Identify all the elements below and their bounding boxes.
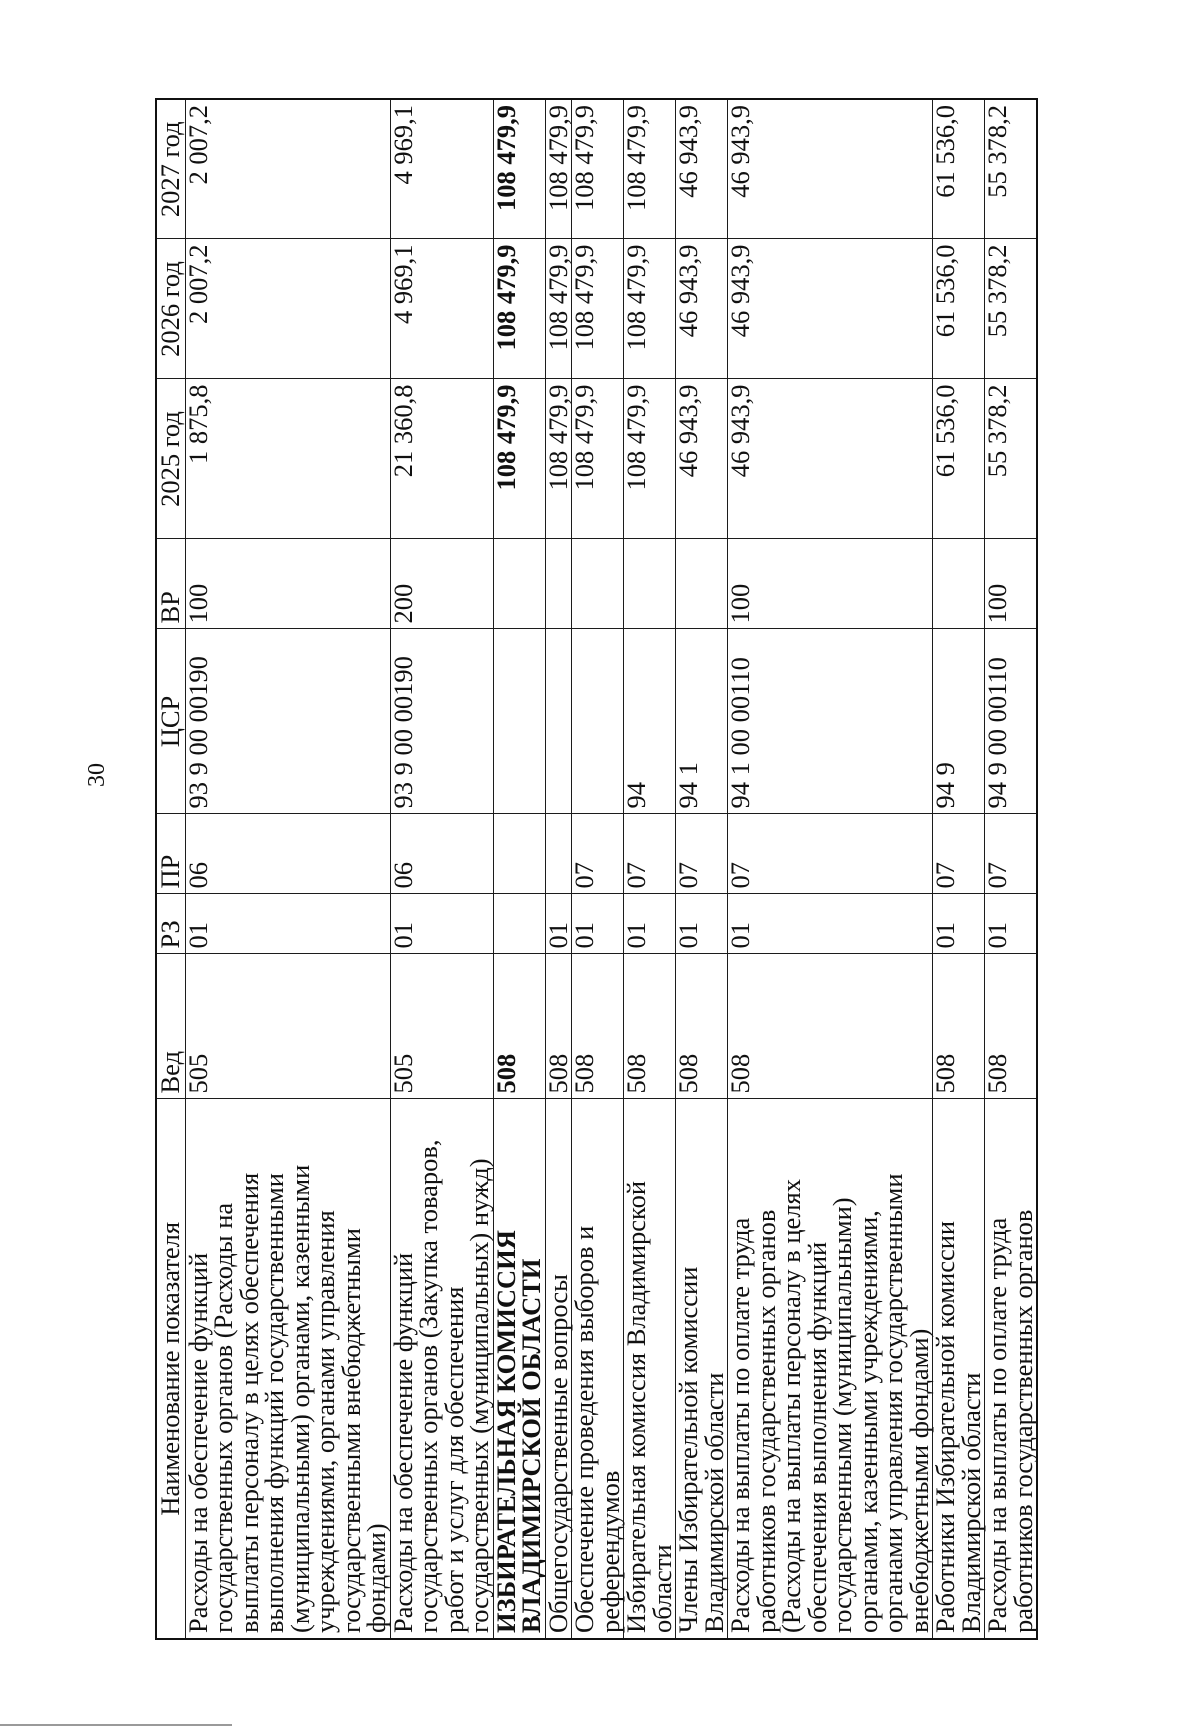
page-number: 30 [84,763,110,787]
cell-vr [624,539,676,629]
cell-2025: 108 479,9 [545,379,572,539]
cell-ved: 508 [545,954,572,1099]
cell-2027: 108 479,9 [545,99,572,239]
cell-vr [493,539,545,629]
cell-vr [933,539,985,629]
table-row [185,99,390,1639]
cell-2026: 2 007,2 [185,239,390,379]
cell-2026: 55 378,2 [985,239,1038,379]
cell-pr: 07 [728,814,933,894]
cell-csr: 94 9 00 00110 [985,629,1038,814]
cell-ved: 508 [624,954,676,1099]
cell-name: Расходы на обеспечение функций государственных органов (Закупка товаров, работ и услуг для обеспечения государственных (муниципальных) нужд) [390,1099,493,1639]
cell-rz: 01 [676,894,728,954]
header-rz: РЗ [156,894,185,954]
cell-2025: 108 479,9 [624,379,676,539]
header-csr: ЦСР [156,629,185,814]
cell-rz: 01 [572,894,624,954]
cell-name: Расходы на обеспечение функций государственных органов (Расходы на выплаты персоналу в целях обеспечения выполнения функций государственными (муниципальными) органами, казенными учреждениями, органами управления государственными внебюджетными фондами) [185,1099,390,1639]
cell-pr [545,814,572,894]
cell-rz [493,894,545,954]
cell-name: ИЗБИРАТЕЛЬНАЯ КОМИССИЯ ВЛАДИМИРСКОЙ ОБЛАСТИ [493,1099,545,1639]
cell-vr: 200 [390,539,493,629]
cell-vr: 100 [985,539,1038,629]
cell-2025: 1 875,8 [185,379,390,539]
cell-2026: 46 943,9 [728,239,933,379]
cell-name: Обеспечение проведения выборов и референдумов [572,1099,624,1639]
cell-name: Общегосударственные вопросы [545,1099,572,1639]
cell-csr: 93 9 00 00190 [185,629,390,814]
cell-2025: 61 536,0 [933,379,985,539]
budget-table [155,98,1038,1640]
cell-pr: 07 [985,814,1038,894]
cell-vr [572,539,624,629]
cell-2025: 46 943,9 [676,379,728,539]
table-row [985,99,1038,1639]
cell-2027: 108 479,9 [624,99,676,239]
cell-ved: 508 [493,954,545,1099]
cell-2027: 61 536,0 [933,99,985,239]
cell-csr [545,629,572,814]
cell-csr [493,629,545,814]
cell-ved: 508 [676,954,728,1099]
table-row [624,99,676,1639]
cell-csr [572,629,624,814]
cell-rz: 01 [933,894,985,954]
cell-csr: 94 [624,629,676,814]
cell-2027: 46 943,9 [728,99,933,239]
table-row [728,99,933,1639]
cell-2027: 108 479,9 [493,99,545,239]
cell-rz: 01 [185,894,390,954]
table-row [390,99,493,1639]
cell-ved: 505 [185,954,390,1099]
cell-vr: 100 [185,539,390,629]
table-row [493,99,545,1639]
cell-2026: 4 969,1 [390,239,493,379]
cell-2026: 46 943,9 [676,239,728,379]
cell-rz: 01 [985,894,1038,954]
header-2026: 2026 год [156,239,185,379]
cell-name: Расходы на выплаты по оплате труда работников государственных органов [985,1099,1038,1639]
cell-2025: 108 479,9 [572,379,624,539]
rotated-table-container [155,100,1038,1640]
cell-csr: 94 1 [676,629,728,814]
cell-pr [493,814,545,894]
cell-rz: 01 [390,894,493,954]
cell-vr: 100 [728,539,933,629]
cell-2027: 2 007,2 [185,99,390,239]
cell-2027: 4 969,1 [390,99,493,239]
cell-csr: 93 9 00 00190 [390,629,493,814]
cell-pr: 06 [185,814,390,894]
table-row [572,99,624,1639]
header-2027: 2027 год [156,99,185,239]
cell-rz: 01 [728,894,933,954]
cell-name: Избирательная комиссия Владимирской области [624,1099,676,1639]
cell-pr: 07 [676,814,728,894]
cell-ved: 505 [390,954,493,1099]
cell-name: Расходы на выплаты по оплате труда работников государственных органов (Расходы на выплаты персоналу в целях обеспечения выполнения функций государственными (муниципальными) органами, казенными учреждениями, органами управления государственными внебюджетными фондами) [728,1099,933,1639]
table-row [545,99,572,1639]
header-2025: 2025 год [156,379,185,539]
table-row [676,99,728,1639]
header-row [156,99,185,1639]
cell-vr [676,539,728,629]
cell-2027: 108 479,9 [572,99,624,239]
table-row [933,99,985,1639]
cell-pr: 06 [390,814,493,894]
cell-name: Члены Избирательной комиссии Владимирской области [676,1099,728,1639]
header-name: Наименование показателя [156,1099,185,1639]
header-ved: Вед [156,954,185,1099]
cell-ved: 508 [933,954,985,1099]
cell-2025: 46 943,9 [728,379,933,539]
cell-2026: 61 536,0 [933,239,985,379]
cell-2025: 21 360,8 [390,379,493,539]
cell-pr: 07 [572,814,624,894]
cell-pr: 07 [933,814,985,894]
header-vr: ВР [156,539,185,629]
cell-rz: 01 [624,894,676,954]
cell-pr: 07 [624,814,676,894]
cell-rz: 01 [545,894,572,954]
cell-2025: 108 479,9 [493,379,545,539]
cell-vr [545,539,572,629]
cell-2026: 108 479,9 [624,239,676,379]
cell-csr: 94 1 00 00110 [728,629,933,814]
cell-ved: 508 [572,954,624,1099]
cell-ved: 508 [728,954,933,1099]
cell-2026: 108 479,9 [545,239,572,379]
scan-edge-line [0,1724,232,1726]
cell-2025: 55 378,2 [985,379,1038,539]
cell-2027: 46 943,9 [676,99,728,239]
cell-2027: 55 378,2 [985,99,1038,239]
cell-2026: 108 479,9 [572,239,624,379]
header-pr: ПР [156,814,185,894]
cell-name: Работники Избирательной комиссии Владимирской области [933,1099,985,1639]
cell-2026: 108 479,9 [493,239,545,379]
cell-csr: 94 9 [933,629,985,814]
cell-ved: 508 [985,954,1038,1099]
